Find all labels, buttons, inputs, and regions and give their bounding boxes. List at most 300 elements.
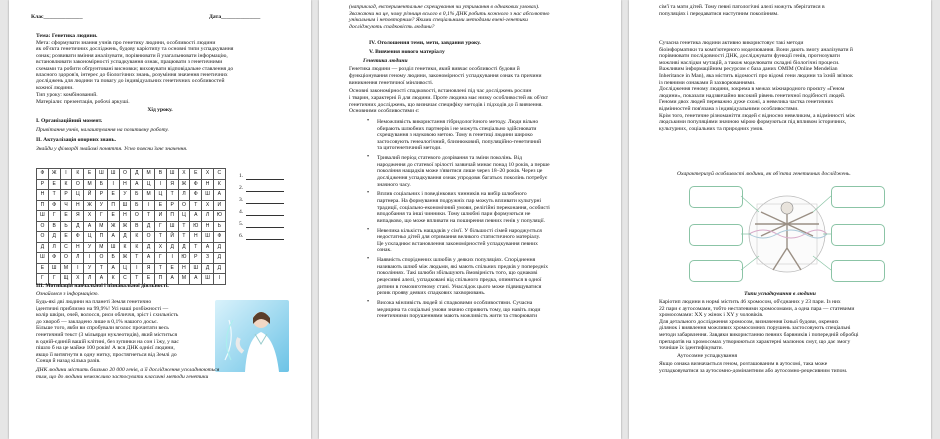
text-line: Дослідження геному людини, зокрема в межах міжнародного проєкту «Геном (659, 86, 845, 93)
motivation-note: Ознайомся з інформацією. (36, 291, 99, 297)
grid-cell[interactable]: А (95, 274, 107, 285)
grid-cell[interactable]: А (131, 179, 143, 190)
grid-cell[interactable]: Л (178, 190, 190, 201)
text-line: точніше їх ідентифікувати. (659, 345, 723, 352)
grid-cell[interactable]: М (84, 179, 96, 190)
grid-cell[interactable]: Т (166, 190, 178, 201)
bullet-line: рецесивні алелі, успадковані від спільного предка, опиняться в одної (377, 277, 542, 283)
grid-cell[interactable]: М (143, 169, 155, 180)
grid-cell[interactable]: Ф (48, 200, 60, 211)
grid-cell[interactable]: Н (72, 200, 84, 211)
grid-cell[interactable]: І (166, 253, 178, 264)
text-line: Основні закономірності спадковості, встановлені під час досліджень рослин (349, 88, 532, 94)
grid-cell[interactable]: Д (119, 232, 131, 243)
text-line: культурних, соціальних та природних умов. (659, 125, 764, 132)
bullet-line: дитини в гомозиготному стані. Унаслідок цього може підвищуватися (377, 283, 542, 290)
wordsearch-grid (36, 168, 226, 285)
grid-cell[interactable]: А (143, 253, 155, 264)
answer-number: 5. (239, 221, 244, 227)
grid-cell[interactable]: Ж (119, 253, 131, 264)
grid-cell[interactable]: Е (37, 263, 49, 274)
grid-cell[interactable]: И (213, 200, 225, 211)
grid-cell[interactable]: Д (48, 232, 60, 243)
text-line: Якщо ознака визначається геном, розташованим в аутосомі, така може (659, 361, 828, 367)
text-line: виникнення генетичної мінливості. (349, 79, 434, 86)
text-line: Сонця й назад кілька разів. (36, 358, 101, 365)
grid-cell[interactable]: Т (178, 221, 190, 232)
grid-cell[interactable]: Ф (190, 179, 202, 190)
bullet-line: партнера. На формування подружніх пар можуть впливати культурні (377, 198, 542, 204)
inheritance-types-figure (689, 182, 885, 286)
bullet-line: та цитогенетичний методи. (377, 145, 442, 152)
text-line: кожної людини. (36, 84, 74, 91)
text-line: Зважаючи на це, чому різниця всього в 0,1% ДНК робить кожного з нас абсолютно (349, 10, 550, 17)
bullet-line: Висока мінливість людей зі спадковими особливостями. Сучасна (377, 300, 533, 306)
grid-cell[interactable]: М (178, 274, 190, 285)
grid-cell[interactable]: Ю (178, 253, 190, 264)
grid-cell[interactable]: К (119, 242, 131, 253)
grid-cell[interactable]: Р (166, 200, 178, 211)
grid-cell[interactable]: Ш (166, 169, 178, 180)
bullet-line: схрещування з науковою метою. Тому в генетиці людини широко (377, 132, 533, 139)
grid-cell[interactable]: Х (178, 169, 190, 180)
grid-cell[interactable]: Ф (37, 169, 49, 180)
class-label: Клас______________ (31, 14, 83, 20)
lesson-topic: Тема: Генетика людини. (36, 33, 98, 39)
text-line: унікальним і неповторним? Якими спеціальними методами вчені-генетики (349, 17, 528, 24)
grid-cell[interactable]: Ф (213, 232, 225, 243)
answer-line[interactable] (246, 215, 284, 216)
grid-cell[interactable]: С (119, 274, 131, 285)
grid-cell[interactable]: Ю (213, 211, 225, 222)
text-line: можливі наслідки мутацій, а також моделювати складні біологічні процеси. (659, 59, 840, 66)
grid-cell[interactable]: Ц (84, 232, 96, 243)
text-line: і тварин, характерні й для людини. Проте людина має низку особливостей як об'єкт (349, 94, 549, 101)
grid-cell[interactable]: Ф (72, 232, 84, 243)
grid-cell[interactable]: Ь (213, 221, 225, 232)
text-line: людини», показали надзвичайно високий рівень генетичної подібності людей. (659, 92, 846, 99)
bullet-line: покоління нащадків може з'явитися лише через 18–20 років. Через це (377, 168, 543, 175)
grid-cell[interactable]: Е (166, 263, 178, 274)
text-line: до хвороб — закладено лише в 0,1% нашого досьє. (36, 318, 158, 325)
bullet-line: Вплив соціальних і поведінкових чинників на вибір шлюбного (377, 191, 527, 198)
grid-cell[interactable]: К (131, 242, 143, 253)
lesson-flow-heading: Хід уроку. (147, 107, 173, 113)
grid-cell[interactable]: Е (84, 169, 96, 180)
grid-cell[interactable]: Д (166, 242, 178, 253)
text-line: Крім того, генетичне різноманіття людей є відносно невеликим, а відмінності між (659, 112, 855, 119)
grid-cell[interactable]: Я (143, 263, 155, 274)
grid-cell[interactable]: Ж (84, 200, 96, 211)
grid-cell[interactable]: І (143, 200, 155, 211)
text-line: в одній-єдиній вашій клітині, без зупинки на сон і їжу, у вас (36, 338, 179, 345)
grid-cell[interactable]: Н (119, 211, 131, 222)
grid-cell[interactable]: Р (60, 190, 72, 201)
bullet-marker: • (367, 190, 370, 197)
grid-cell[interactable]: С (213, 169, 225, 180)
grid-cell[interactable]: Д (143, 242, 155, 253)
grid-cell[interactable]: В (131, 221, 143, 232)
grid-cell[interactable]: Н (202, 179, 214, 190)
bullet-line: Це ускладнює встановлення закономірностей успадкування певних (377, 240, 538, 247)
bullet-line: генетичними порушеннями мають можливість жити та створювати (377, 313, 538, 320)
grid-cell[interactable]: И (154, 211, 166, 222)
autosomal-heading: Аутосомне успадкування (677, 353, 738, 359)
worksheet-page-3 (629, 0, 931, 439)
bullet-line: ознак. (377, 247, 392, 254)
grid-cell[interactable]: М (95, 242, 107, 253)
grid-cell[interactable]: Н (72, 242, 84, 253)
date-label: Дата______________ (209, 14, 261, 20)
grid-cell[interactable]: Й (166, 232, 178, 243)
grid-cell[interactable]: Е (107, 211, 119, 222)
grid-cell[interactable]: Ь (60, 221, 72, 232)
text-line: 22 пари є аутосомами, тобто нестатевими хромосомами, а одна пара — статевими (659, 305, 855, 312)
grid-cell[interactable]: Ш (95, 169, 107, 180)
grid-cell[interactable]: Х (154, 242, 166, 253)
grid-cell[interactable]: Т (178, 232, 190, 243)
grid-cell[interactable]: Р (37, 179, 49, 190)
grid-cell[interactable]: Б (95, 179, 107, 190)
grid-cell[interactable]: Ц (143, 179, 155, 190)
text-line: досліджують спадковість людини? (349, 23, 435, 30)
text-line: людськими популяціями значною мірою формуються під впливом історичних, (659, 119, 847, 126)
grid-cell[interactable]: Д (143, 221, 155, 232)
grid-cell[interactable]: Ц (72, 190, 84, 201)
answer-line[interactable] (246, 179, 284, 180)
grid-cell[interactable]: Г (37, 274, 49, 285)
grid-cell[interactable]: У (119, 190, 131, 201)
answer-line[interactable] (246, 191, 284, 192)
text-line: досліджень для людини та повагу до індивідуальних генетичних особливостей (36, 78, 225, 85)
grid-cell[interactable]: О (119, 169, 131, 180)
bullet-marker: • (367, 118, 370, 124)
bullet-line: Невелика кількість нащадків у сім'ї. У більшості сімей народжується (377, 227, 542, 234)
grid-cell[interactable]: Й (84, 190, 96, 201)
grid-cell[interactable]: Е (60, 232, 72, 243)
grid-cell[interactable]: І (213, 274, 225, 285)
grid-cell[interactable]: І (154, 179, 166, 190)
grid-cell[interactable]: Р (190, 253, 202, 264)
grid-cell[interactable]: Т (143, 211, 155, 222)
text-line: популяціях і передаватися наступним поколінням. (659, 10, 779, 17)
grid-cell[interactable]: Е (143, 274, 155, 285)
grid-cell[interactable]: Д (213, 263, 225, 274)
scientist-dna-illustration (215, 300, 289, 372)
grid-cell[interactable]: Ш (107, 242, 119, 253)
grid-cell[interactable]: Я (166, 179, 178, 190)
grid-cell[interactable]: А (84, 221, 96, 232)
grid-cell[interactable]: Ш (166, 221, 178, 232)
grid-cell[interactable]: А (190, 211, 202, 222)
text-line: сім'ї та мати дітей. Тому певні патологічні алелі можуть зберігатися в (659, 4, 825, 10)
grid-cell[interactable]: Т (95, 263, 107, 274)
grid-cell[interactable]: О (72, 179, 84, 190)
grid-cell[interactable]: Ш (202, 274, 214, 285)
grid-cell[interactable]: Л (48, 242, 60, 253)
grid-cell[interactable]: Л (202, 211, 214, 222)
answer-number: 1. (239, 173, 244, 179)
text-line: Генетика людини — розділ генетики, який вивчає особливості будови й (349, 66, 520, 72)
grid-cell[interactable]: К (131, 232, 143, 243)
text-line: колір шкіри, очей, волосся, риси обличчя, зріст і схильність (36, 312, 179, 319)
grid-cell[interactable]: І (72, 263, 84, 274)
grid-cell[interactable]: Ш (37, 211, 49, 222)
grid-cell[interactable]: Ж (119, 221, 131, 232)
answer-line[interactable] (246, 239, 284, 240)
bullet-marker: • (367, 154, 370, 161)
text-line: Для детального дослідження хромосом, визначення їхньої будови, окремих (659, 318, 839, 325)
grid-cell[interactable]: Е (154, 200, 166, 211)
text-line: Основними особливостями є: (349, 108, 420, 115)
grid-row (37, 200, 226, 211)
grid-cell[interactable]: У (95, 200, 107, 211)
grid-cell[interactable]: О (178, 200, 190, 211)
grid-cell[interactable]: О (95, 253, 107, 264)
grid-cell[interactable]: О (37, 221, 49, 232)
grid-cell[interactable]: Е (190, 169, 202, 180)
grid-cell[interactable]: Ф (190, 190, 202, 201)
grid-cell[interactable]: К (72, 169, 84, 180)
grid-cell[interactable]: Т (154, 263, 166, 274)
grid-row (37, 221, 226, 232)
grid-cell[interactable]: Н (190, 232, 202, 243)
bullet-line: значного часу. (377, 181, 411, 188)
grid-cell[interactable]: Б (131, 190, 143, 201)
grid-cell[interactable]: Е (48, 179, 60, 190)
grid-cell[interactable]: Д (178, 242, 190, 253)
grid-row (37, 253, 226, 264)
text-line: (наприклад, експериментальне схрещування чи утримання в однакових умовах). (349, 4, 540, 10)
text-line: методи забарвлення. Завдяки використанню певних барвників і попередній обробці (659, 332, 859, 338)
text-line: схемами та робити обґрунтовані висновки; виховувати відповідальне ставлення до (36, 65, 234, 72)
grid-cell[interactable]: І (131, 263, 143, 274)
grid-cell[interactable]: В (48, 221, 60, 232)
text-line: функціонування геному людини, закономірності успадкування ознак та причини (349, 72, 542, 79)
grid-cell[interactable]: Л (72, 253, 84, 264)
answer-line[interactable] (246, 227, 284, 228)
grid-cell[interactable]: Т (131, 253, 143, 264)
grid-cell[interactable]: А (166, 274, 178, 285)
grid-cell[interactable]: Е (60, 211, 72, 222)
grid-cell[interactable]: О (131, 211, 143, 222)
grid-cell[interactable]: Я (72, 211, 84, 222)
grid-cell[interactable]: Т (190, 242, 202, 253)
grid-cell[interactable]: Ш (190, 263, 202, 274)
grid-cell[interactable]: Щ (60, 274, 72, 285)
grid-cell[interactable]: Ц (154, 190, 166, 201)
grid-cell[interactable]: О (143, 232, 155, 243)
text-line: Каріотип людини в нормі містить 46 хромосом, об'єднаних у 23 пари. Із них (659, 299, 841, 305)
grid-cell[interactable]: М (143, 190, 155, 201)
bullet-line: народження до статевої зрілості зазвичай минає понад 10 років, а перше (377, 161, 550, 168)
grid-cell[interactable]: Т (154, 232, 166, 243)
grid-cell[interactable]: Н (178, 263, 190, 274)
grid-cell[interactable]: А (213, 190, 225, 201)
grid-cell[interactable]: К (107, 274, 119, 285)
bullet-marker: • (367, 299, 370, 305)
grid-cell[interactable]: Ж (107, 221, 119, 232)
grid-cell[interactable]: Д (131, 169, 143, 180)
text-line: ідентичні приблизно на 99,9%! Усі наші розбіжності — (36, 305, 169, 312)
grid-cell[interactable]: П (154, 274, 166, 285)
grid-cell[interactable]: Д (72, 221, 84, 232)
grid-cell[interactable]: К (60, 179, 72, 190)
grid-cell[interactable]: П (95, 232, 107, 243)
text-line: Inheritance in Man), яка містить відомості про відомі гени людини та їхній зв'язок (659, 73, 853, 79)
characterize-task: Охарактеризуй особливості людини, як об'єкта генетичних досліджень. (677, 171, 851, 177)
grid-cell[interactable]: У (84, 263, 96, 274)
grid-cell[interactable]: Н (119, 179, 131, 190)
text-line: препаратів на хромосомах утворюються характерні малюнок смуг, що дає змогу (659, 338, 851, 345)
grid-cell[interactable]: Ш (119, 200, 131, 211)
answer-line[interactable] (246, 203, 284, 204)
grid-cell[interactable]: Ю (190, 221, 202, 232)
text-line: Сучасна генетика людини активно використовує такі методи (659, 40, 804, 46)
grid-cell[interactable]: А (190, 274, 202, 285)
grid-cell[interactable]: Х (202, 200, 214, 211)
grid-cell[interactable]: Д (213, 253, 225, 264)
grid-cell[interactable]: Х (202, 169, 214, 180)
text-line: пішло б на це майже 100 років! А вся ДНК однієї людини, (36, 345, 175, 352)
grid-cell[interactable]: Г (154, 221, 166, 232)
grid-cell[interactable]: Р (95, 190, 107, 201)
grid-cell[interactable]: Л (84, 274, 96, 285)
grid-cell[interactable]: І (107, 179, 119, 190)
bullet-line: називають шлюб між людьми, які мають спільних предків у попередніх (377, 263, 549, 270)
grid-cell[interactable]: Х (84, 211, 96, 222)
grid-cell[interactable]: Г (48, 274, 60, 285)
grid-row (37, 232, 226, 243)
bullet-line: обирають шлюбних партнерів і не можуть спеціально здійснювати (377, 125, 537, 132)
bullet-marker: • (367, 226, 370, 233)
figure-caption: Типи успадкування в людини (744, 291, 816, 297)
grid-cell[interactable]: З (202, 253, 214, 264)
text-line: успадковуватися за аутосомно-домінантним або аутосомно-рецесивним типом. (659, 367, 848, 374)
worksheet-page-1 (9, 0, 311, 439)
grid-cell[interactable]: Г (48, 211, 60, 222)
wordsearch-task: Знайди у філворді знайомі поняття. Усно поясни їхнє значення. (36, 146, 188, 152)
text-line: хромосомами: XX у жінок і XY у чоловіків. (659, 312, 764, 319)
grid-cell[interactable]: С (60, 242, 72, 253)
grid-cell[interactable]: Ц (119, 263, 131, 274)
text-line: генетичних досліджень, що визначає специфіку методів і підходів до її вивчення. (349, 101, 543, 108)
text-line: тим, що до людини неможливо застосувати класичні методи генетики (36, 373, 209, 380)
text-line: Важливим інформаційним ресурсом є база даних OMIM (Online Mendelian (659, 66, 838, 73)
grid-cell[interactable]: П (166, 211, 178, 222)
grid-cell[interactable]: Ж (178, 179, 190, 190)
answer-number: 4. (239, 209, 244, 215)
grid-cell[interactable]: Г (95, 211, 107, 222)
text-line: власного здоров'я, інтерес до біологічних знань, розуміння значення генетичних (36, 72, 228, 78)
grid-cell[interactable]: П (37, 200, 49, 211)
grid-cell[interactable]: К (213, 179, 225, 190)
grid-cell[interactable]: Ш (107, 169, 119, 180)
bullet-line: поколіннях. Такі шлюби збільшують ймовірність того, що однакові (377, 270, 538, 277)
text-line: відмінностей пов'язана з індивідуальними особливостями. (659, 106, 799, 112)
text-line: як об'єкта генетичних досліджень, будову каріотипу та основні типи успадкування (36, 46, 234, 53)
text-line: Мета: сформувати знання учнів про генетику людини, особливості людини (36, 40, 216, 46)
grid-cell[interactable]: І (60, 169, 72, 180)
grid-cell[interactable]: Д (37, 242, 49, 253)
bullet-marker: • (367, 256, 370, 263)
text-line: із певними ознаками й захворюваннями. (659, 79, 756, 86)
grid-cell[interactable]: Ш (48, 263, 60, 274)
grid-cell[interactable]: Н (37, 190, 49, 201)
bullet-line: Неможливість використання гібридологічного методу. Люди вільно (377, 119, 539, 125)
grid-cell[interactable]: Д (202, 263, 214, 274)
grid-cell[interactable]: Х (72, 274, 84, 285)
grid-row (37, 263, 226, 274)
text-line: генетичний текст (3 мільярди нуклеотидів), який міститься (36, 332, 178, 338)
text-line: Геноми двох людей переважно дуже схожі, а невелика частка генетичних (659, 99, 834, 106)
figure-connectors (689, 182, 885, 286)
grid-row (37, 211, 226, 222)
answer-number: 3. (239, 197, 244, 203)
grid-cell[interactable]: Д (213, 242, 225, 253)
grid-cell[interactable]: А (107, 263, 119, 274)
bullet-line: недостатньо дітей для отримання великого статистичного матеріалу. (377, 234, 541, 241)
section-motivation: III. Мотивація навчальної і пізнавальної діяльності. (36, 283, 169, 289)
grid-cell[interactable]: Б (107, 253, 119, 264)
text-line: біоінформатики та комп'ютерного моделювання. Вони дають змогу аналізувати й (659, 46, 853, 53)
grid-cell[interactable]: Ш (202, 232, 214, 243)
grid-cell[interactable]: Т (190, 200, 202, 211)
section-organizational-note: Привітання учнів, налаштування на позитивну роботу. (36, 127, 169, 133)
grid-cell[interactable]: П (107, 200, 119, 211)
text-line: Будь-які дві людини на планеті Земля генетично (36, 299, 152, 305)
grid-cell[interactable]: М (60, 263, 72, 274)
text-line: Більше того, якби ви спробували вголос прочитати весь (36, 325, 169, 332)
answer-number: 2. (239, 185, 244, 191)
grid-cell[interactable]: Ч (60, 200, 72, 211)
section-topic-announce: IV. Оголошення теми, мети, завдання уроку. (369, 40, 481, 46)
bullet-line: випадково, що може впливати на поширення певних генів у популяції. (377, 217, 546, 224)
grid-cell[interactable]: У (84, 242, 96, 253)
section-knowledge-update: II. Актуалізація опорних знань. (36, 137, 117, 143)
subtitle-human-genetics: Генетика людини (363, 58, 408, 64)
grid-cell[interactable]: А (202, 242, 214, 253)
bullet-line: дослідження успадкування ознак упродовж багатьох поколінь потребує (377, 175, 548, 181)
text-line: ознак; розвивати вміння аналізувати, порівнювати й узагальнювати інформацію, (36, 52, 228, 59)
grid-cell[interactable]: І (84, 253, 96, 264)
grid-cell[interactable]: Б (131, 200, 143, 211)
section-organizational: I. Організаційний момент. (36, 118, 103, 124)
grid-row (37, 179, 226, 190)
text-line: порівнювати послідовності ДНК, досліджувати функції генів, прогнозувати (659, 53, 840, 60)
text-line: ДНК людини містить близько 20 000 генів, а її дослідження ускладнюються (36, 367, 220, 373)
grid-cell[interactable]: А (107, 232, 119, 243)
grid-cell[interactable]: Ц (178, 211, 190, 222)
grid-cell[interactable]: Т (48, 190, 60, 201)
grid-cell[interactable]: Ш (202, 190, 214, 201)
grid-cell[interactable]: Ш (37, 253, 49, 264)
grid-cell[interactable]: Н (202, 221, 214, 232)
grid-cell[interactable]: О (60, 253, 72, 264)
text-line: якщо її витягнути в одну нитку, простягнеться від Землі до (36, 351, 177, 358)
grid-cell[interactable]: Т (131, 274, 143, 285)
grid-cell[interactable]: М (95, 221, 107, 232)
grid-cell[interactable]: В (154, 169, 166, 180)
grid-cell[interactable]: О (37, 232, 49, 243)
grid-cell[interactable]: Г (154, 253, 166, 264)
section-new-material: V. Вивчення нового матеріалу (369, 49, 445, 55)
grid-cell[interactable]: Е (107, 190, 119, 201)
grid-cell[interactable]: Ф (48, 253, 60, 264)
grid-cell[interactable]: Ж (48, 169, 60, 180)
bullet-line: медицина та соціальні умови значно сприяють тому, що навіть люди (377, 306, 541, 313)
bullet-line: Тривалий період статевого дозрівання та зміни поколінь. Від (377, 155, 522, 162)
